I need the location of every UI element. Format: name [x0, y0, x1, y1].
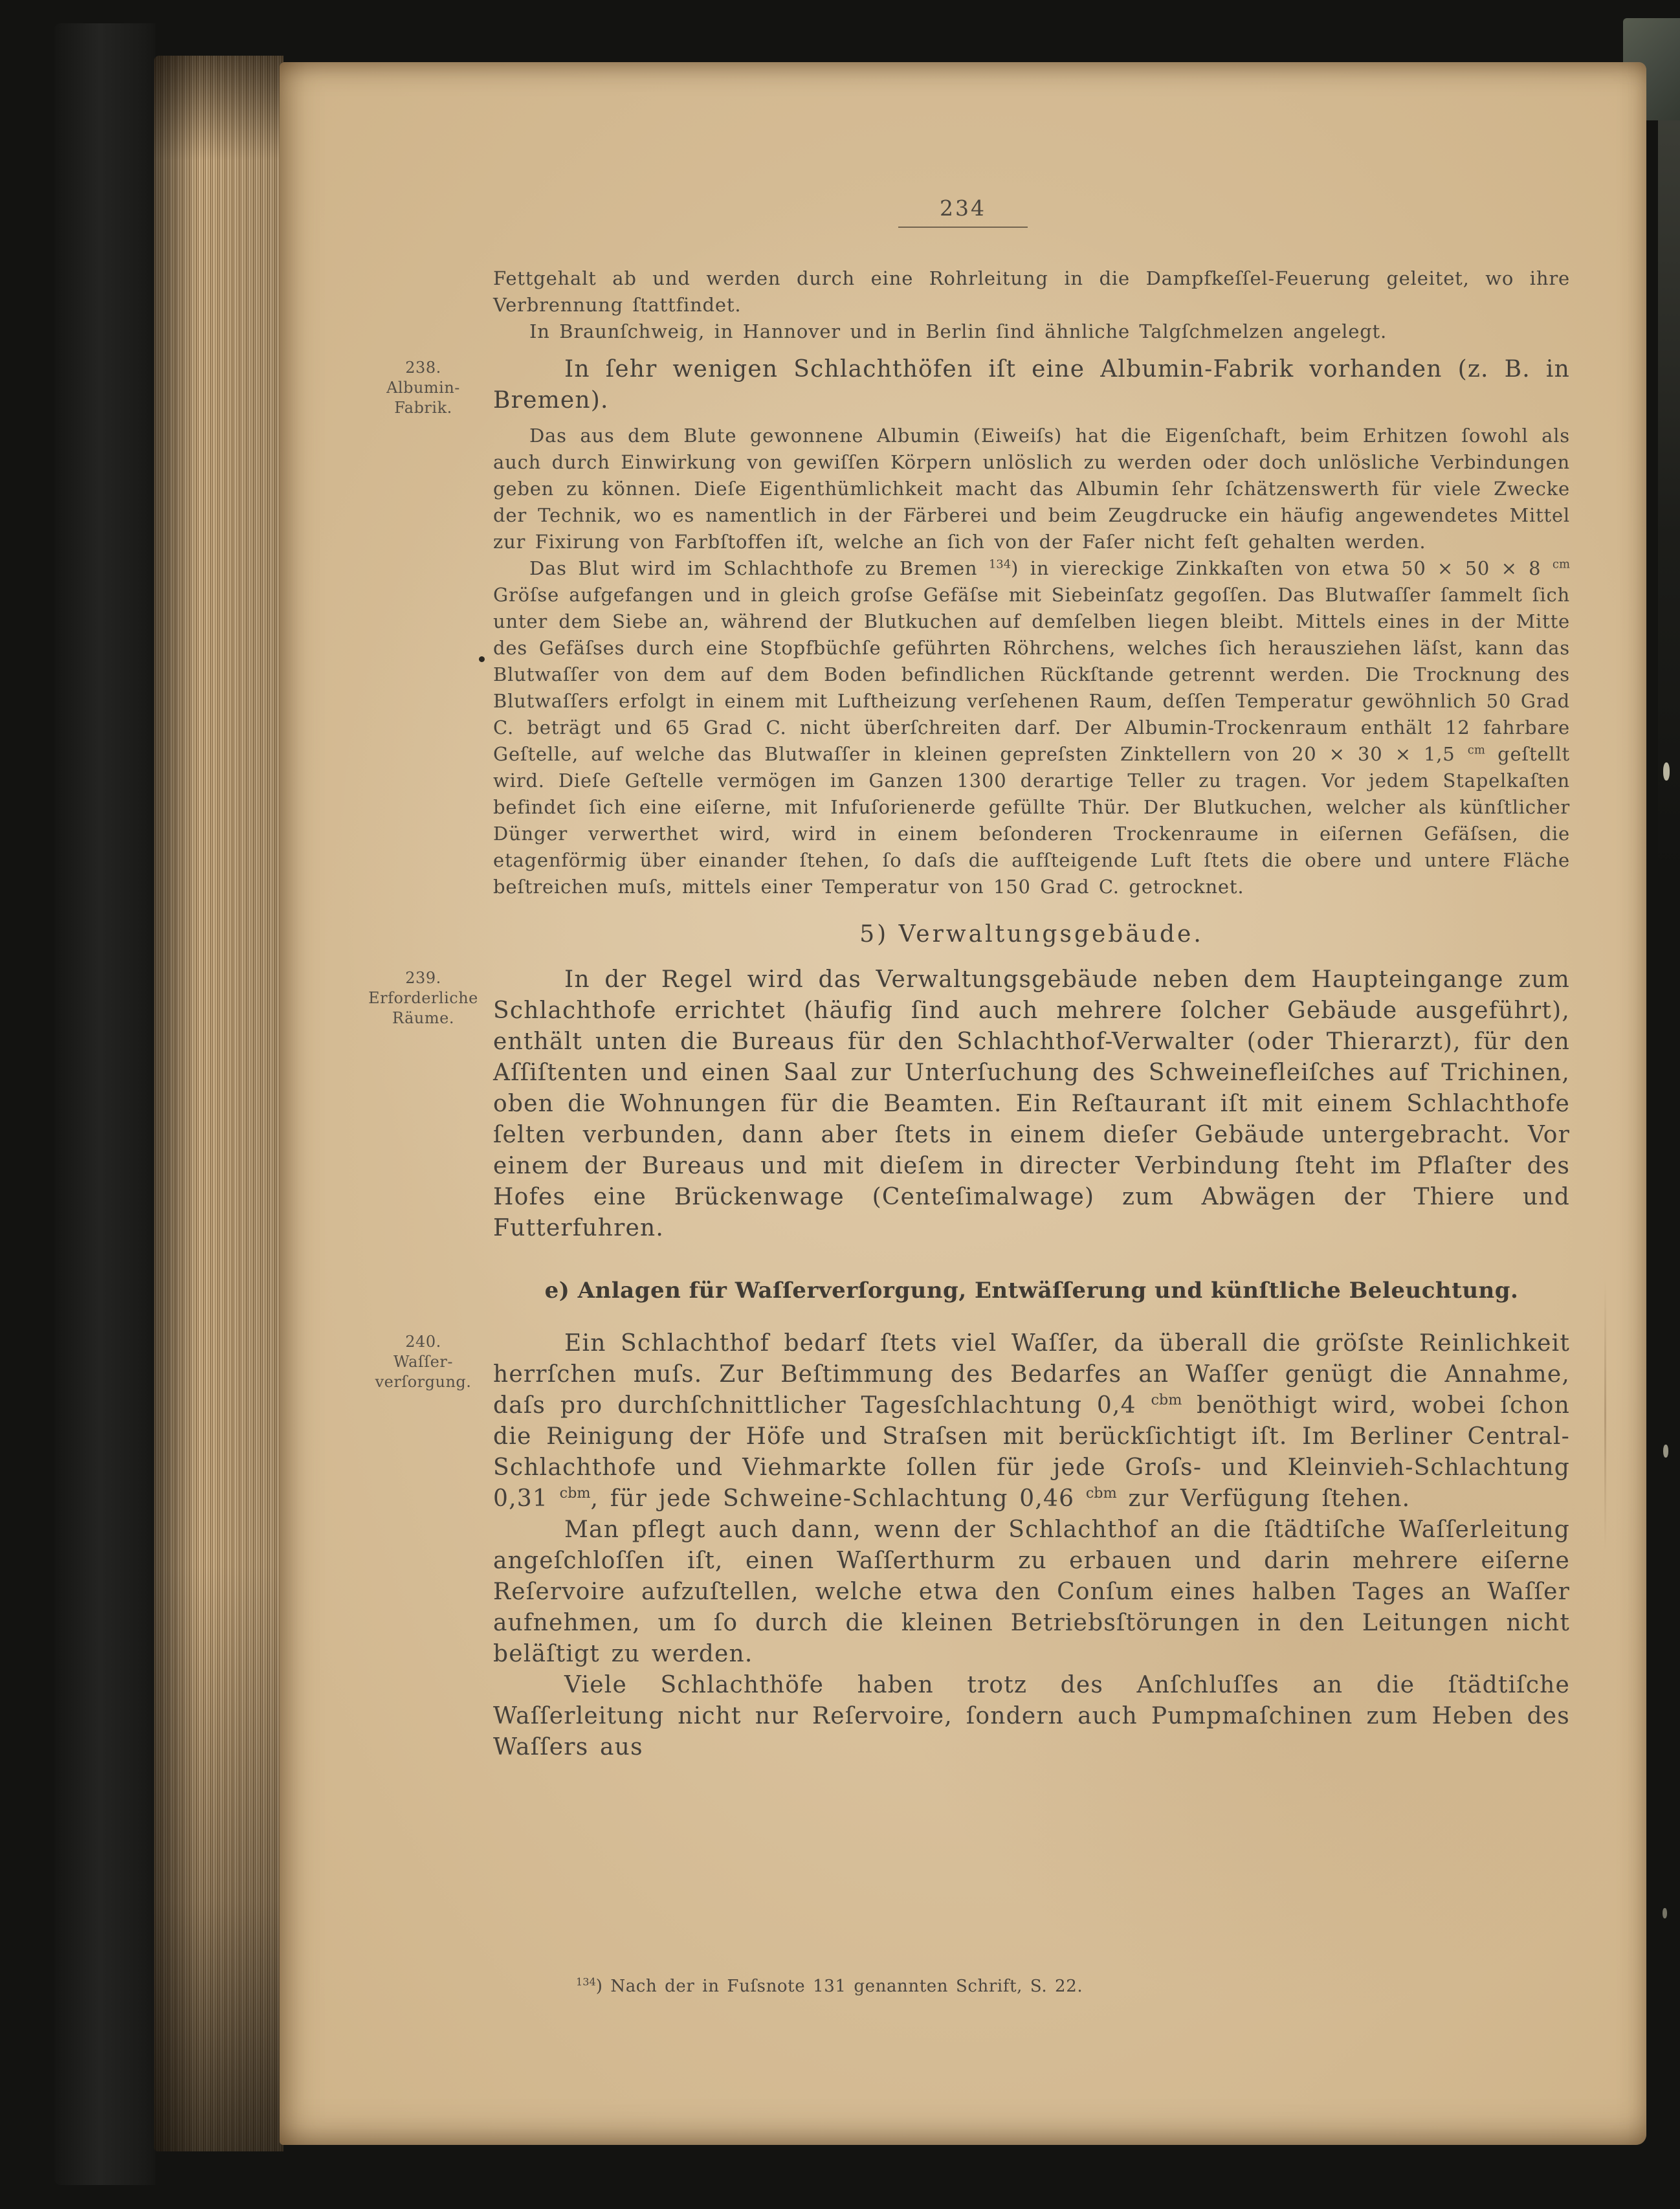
- page-content: [280, 265, 1646, 1763]
- paragraph-verwaltung: In der Regel wird das Verwaltungsgebäude neben dem Haupteingange zum Schlachthofe errichtet (häufig ſind auch mehrere ſolcher Gebäude ausgeführt), enthält unten die Bureaus für den Schlachthof-Verwalter (oder Thierarzt), für den Aſſiſtenten und einen Saal zur Unterſuchung des Schweinefleiſches auf Trichinen, oben die Wohnungen für die Beamten. Ein Reſtaurant iſt mit einem Schlachthofe ſelten verbunden, dann aber ſtets in einem dieſer Gebäude untergebracht. Vor einem der Bureaus und mit dieſem in directer Verbindung ſteht im Pflaſter des Hofes eine Brückenwage (Centeſimalwage) zum Abwägen der Thiere und Futterfuhren.: [493, 966, 1570, 1241]
- paragraph-blut-detail: [493, 555, 1570, 900]
- paragraph-fettgehalt: Fettgehalt ab und werden durch eine Rohrleitung in die Dampfkeſſel-Feuerung geleitet, wo ihre Verbrennung ſtattfindet.: [493, 267, 1570, 316]
- unit-superscript: cm: [1552, 557, 1570, 572]
- margin-note-238: [362, 358, 484, 418]
- paragraph-albumin-intro: In ſehr wenigen Schlachthöfen iſt eine Albumin-Fabrik vorhanden (z. B. in Bremen).: [493, 356, 1570, 414]
- paragraph-wasserleitung: Man pflegt auch dann, wenn der Schlachthof an die ſtädtiſche Waſſerleitung angeſchloſſen iſt, einen Waſſerthurm zu erbauen und darin mehrere eiſerne Reſervoire aufzuſtellen, welche etwa den Conſum eines halben Tages an Waſſer aufnehmen, um ſo durch die kleinen Betriebsſtörungen in den Leitungen nicht beläſtigt zu werden.: [493, 1516, 1570, 1667]
- margin-note-number: 240.: [405, 1333, 441, 1351]
- text-run: benöthigt wird, wobei ſchon die Reinigung der Höfe und Straſsen mit berückſichtigt iſt. Im Berliner Central-Schlachthofe und Viehmarkte ſollen für jede Groſs- und Kleinvieh-Schlachtung 0,31: [493, 1392, 1570, 1512]
- section-heading-verwaltungsgebaeude: 5) Verwaltungsgebäude.: [859, 921, 1204, 948]
- text-run: Gröſse aufgefangen und in gleich groſse Gefäſse mit Siebeinſatz gegoſſen. Das Blutwaſſer ſammelt ſich unter dem Siebe an, während der Blutkuchen auf demſelben liegen bleibt. Mittels eines in der Mitte des Gefäſses durch eine Stopfbüchſe geführten Röhrchens, welches ſich herausziehen läſst, kann das Blutwaſſer von dem auf dem Boden befindlichen Rückſtande getrennt werden. Die Trocknung des Blutwaſſers erfolgt in einem mit Luftheizung verſehenen Raum, deſſen Temperatur gewöhnlich 50 Grad C. beträgt und 65 Grad C. nicht überſchreiten darf. Der Albumin-Trockenraum enthält 12 fahrbare Geſtelle, auf welche das Blutwaſſer in kleinen gepreſsten Zinktellern von 20 × 30 × 1,5: [493, 584, 1570, 765]
- margin-note-line: Albumin-: [386, 379, 460, 397]
- text-run: zur Verfügung ſtehen.: [1116, 1485, 1411, 1512]
- margin-note-number: 238.: [405, 359, 441, 377]
- section-238: [386, 354, 1570, 417]
- page-edges-stack: [154, 56, 283, 2151]
- section-heading-wasserversorgung: e) Anlagen für Waſſerverſorgung, Entwäſſerung und künſtliche Beleuchtung.: [544, 1278, 1519, 1304]
- unit-superscript: cbm: [1085, 1485, 1117, 1502]
- edge-mark: [1663, 762, 1670, 781]
- unit-superscript: cbm: [1151, 1392, 1182, 1408]
- section-240: [375, 1328, 1570, 1515]
- margin-note-line: Räume.: [392, 1009, 454, 1027]
- page-number: 234: [898, 195, 1028, 228]
- paragraph-wasserbedarf: [493, 1328, 1570, 1515]
- margin-note-240: [362, 1332, 484, 1392]
- footnote-text: ) Nach der in Fuſsnote 131 genannten Schrift, S. 22.: [595, 1977, 1083, 1996]
- edge-mark: [1663, 1445, 1668, 1458]
- text-run: geſtellt wird. Dieſe Geſtelle vermögen im Ganzen 1300 derartige Teller zu tragen. Vor jedem Stapelkaſten befindet ſich eine eiſerne, mit Infuſorienerde gefüllte Thür. Der Blutkuchen, welcher als künſtlicher Dünger verwerthet wird, wird in einem beſonderen Trockenraume in eiſernen Gefäſsen, die etagenförmig über einander ſtehen, ſo daſs die aufſteigende Luft ſtets die obere und untere Fläche beſtreichen muſs, mittels einer Temperatur von 150 Grad C. getrocknet.: [493, 743, 1570, 898]
- margin-note-239: [362, 968, 484, 1028]
- text-run: ) in viereckige Zinkkaſten von etwa 50 × 50 × 8: [1011, 557, 1553, 579]
- margin-note-line: Fabrik.: [394, 399, 452, 417]
- text-run: , für jede Schweine-Schlachtung 0,46: [590, 1485, 1086, 1512]
- page-header: [280, 195, 1646, 228]
- footnote-ref-marker: 134: [576, 1975, 596, 1988]
- paragraph-viele-schlachthoefe: Viele Schlachthöfe haben trotz des Anſchluſſes an die ſtädtiſche Waſſerleitung nicht nur Reſervoire, ſondern auch Pumpmaſchinen zum Heben des Waſſers aus: [493, 1672, 1570, 1760]
- text-run: Das Blut wird im Schlachthofe zu Bremen: [529, 557, 989, 579]
- right-page-sliver: [1658, 120, 1680, 871]
- footnote-134: [576, 1977, 1083, 1996]
- unit-superscript: cbm: [559, 1485, 591, 1502]
- paragraph-albumin-detail: Das aus dem Blute gewonnene Albumin (Eiweiſs) hat die Eigenſchaft, beim Erhitzen ſowohl als auch durch Einwirkung von gewiſſen Körpern unlöslich zu werden oder doch unlösliche Verbindungen geben zu können. Dieſe Eigenthümlichkeit macht das Albumin ſehr ſchätzenswerth für viele Zwecke der Technik, wo es namentlich in der Färberei und beim Zeugdrucke ein häufig angewendetes Mittel zur Fixirung von Farbſtoffen iſt, welche an ſich von der Faſer nicht feſt gehalten werden.: [493, 425, 1570, 553]
- book-cover-edge: [54, 23, 155, 2185]
- margin-note-number: 239.: [405, 969, 441, 987]
- paragraph-braunschweig: In Braunſchweig, in Hannover und in Berlin ſind ähnliche Talgſchmelzen angelegt.: [529, 320, 1387, 342]
- section-239: [368, 964, 1570, 1244]
- edge-mark: [1663, 1908, 1667, 1918]
- margin-note-line: Waſſer-: [393, 1353, 453, 1371]
- text-run: Ein Schlachthof bedarf ſtets viel Waſſer, da überall die gröſste Reinlichkeit herrſchen muſs. Zur Beſtimmung des Bedarfes an Waſſer genügt die Annahme, daſs pro durchſchnittlicher Tagesſchlachtung 0,4: [493, 1330, 1570, 1419]
- book-page: [280, 62, 1646, 2145]
- unit-superscript: cm: [1467, 743, 1485, 757]
- margin-note-line: Erforderliche: [368, 989, 478, 1007]
- footnote-ref-marker: 134: [988, 557, 1011, 572]
- margin-note-line: verſorgung.: [375, 1373, 472, 1391]
